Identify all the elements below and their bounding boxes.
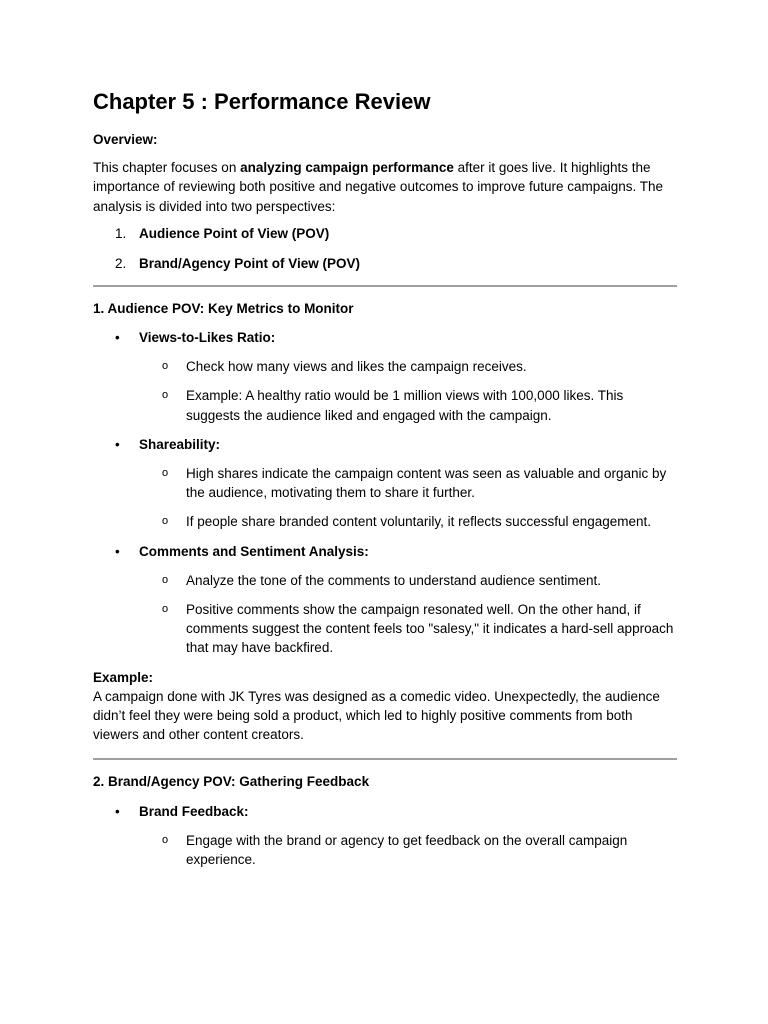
perspective-item — [93, 224, 677, 243]
section-heading-audience: 1. Audience POV: Key Metrics to Monitor — [93, 300, 354, 316]
bullet-icon: • — [115, 436, 120, 452]
example-text: A campaign done with JK Tyres was designed as a comedic video. Unexpectedly, the audience didn’t feel they were being sold a product, which led to highly positive comments from both viewers and other content creators. — [93, 688, 660, 743]
overview-label: Overview: — [93, 132, 158, 147]
sub-bullet-text: Example: A healthy ratio would be 1 million views with 100,000 likes. This suggests the audience liked and engaged with the campaign. — [186, 388, 624, 423]
circle-bullet-icon: o — [162, 360, 169, 373]
section-divider — [93, 285, 677, 287]
sub-bullet-text: Engage with the brand or agency to get feedback on the overall campaign experience. — [186, 832, 628, 867]
list-number: 2. — [115, 255, 127, 271]
bullet-item — [93, 328, 677, 347]
section-heading-brand: 2. Brand/Agency POV: Gathering Feedback — [93, 774, 370, 790]
sub-bullet-item — [93, 512, 677, 531]
sub-bullet-item — [93, 464, 677, 502]
document-page — [93, 88, 677, 879]
perspective-label: Brand/Agency Point of View (POV) — [139, 255, 361, 271]
bullet-icon: • — [115, 803, 120, 819]
bullet-label: Views-to-Likes Ratio: — [139, 329, 276, 345]
bullet-item — [93, 542, 677, 561]
sub-bullet-item — [93, 357, 677, 376]
bullet-icon: • — [115, 543, 120, 559]
circle-bullet-icon: o — [162, 833, 169, 846]
circle-bullet-icon: o — [162, 602, 169, 615]
perspective-label: Audience Point of View (POV) — [139, 225, 330, 241]
bullet-label: Brand Feedback: — [139, 803, 249, 819]
bullet-label: Comments and Sentiment Analysis: — [139, 543, 369, 559]
example-label: Example: — [93, 669, 154, 685]
perspectives-list — [93, 224, 677, 273]
circle-bullet-icon: o — [162, 466, 169, 479]
perspective-item — [93, 254, 677, 273]
overview-intro-bold: analyzing campaign performance — [240, 160, 454, 176]
sub-bullet-text: Analyze the tone of the comments to understand audience sentiment. — [186, 572, 602, 588]
circle-bullet-icon: o — [162, 389, 169, 402]
overview-intro-end: after it goes live. It highlights the importance of reviewing both positive and negative outcomes to improve future campaigns. The analysis is divided into two perspectives: — [93, 160, 664, 214]
sub-bullet-text: High shares indicate the campaign content was seen as valuable and organic by the audience, motivating them to share it further. — [186, 465, 667, 501]
bullet-item — [93, 435, 677, 454]
circle-bullet-icon: o — [162, 515, 169, 528]
page-title: Chapter 5 : Performance Review — [93, 89, 431, 114]
sub-bullet-item — [93, 831, 677, 869]
bullet-icon: • — [115, 329, 120, 345]
bullet-item — [93, 802, 677, 821]
list-number: 1. — [115, 225, 127, 241]
overview-intro-start: This chapter focuses on — [93, 160, 241, 176]
sub-bullet-item — [93, 386, 677, 424]
sub-bullet-text: Check how many views and likes the campaign receives. — [186, 359, 527, 375]
sub-bullet-text: Positive comments show the campaign resonated well. On the other hand, if comments suggest the content feels too "salesy," it indicates a hard-sell approach that may have backfired. — [186, 601, 674, 656]
bullet-label: Shareability: — [139, 436, 221, 452]
section-divider — [93, 758, 677, 760]
sub-bullet-item — [93, 600, 677, 658]
sub-bullet-item — [93, 571, 677, 590]
sub-bullet-text: If people share branded content voluntarily, it reflects successful engagement. — [186, 514, 652, 530]
circle-bullet-icon: o — [162, 573, 169, 586]
overview-intro — [93, 158, 677, 216]
